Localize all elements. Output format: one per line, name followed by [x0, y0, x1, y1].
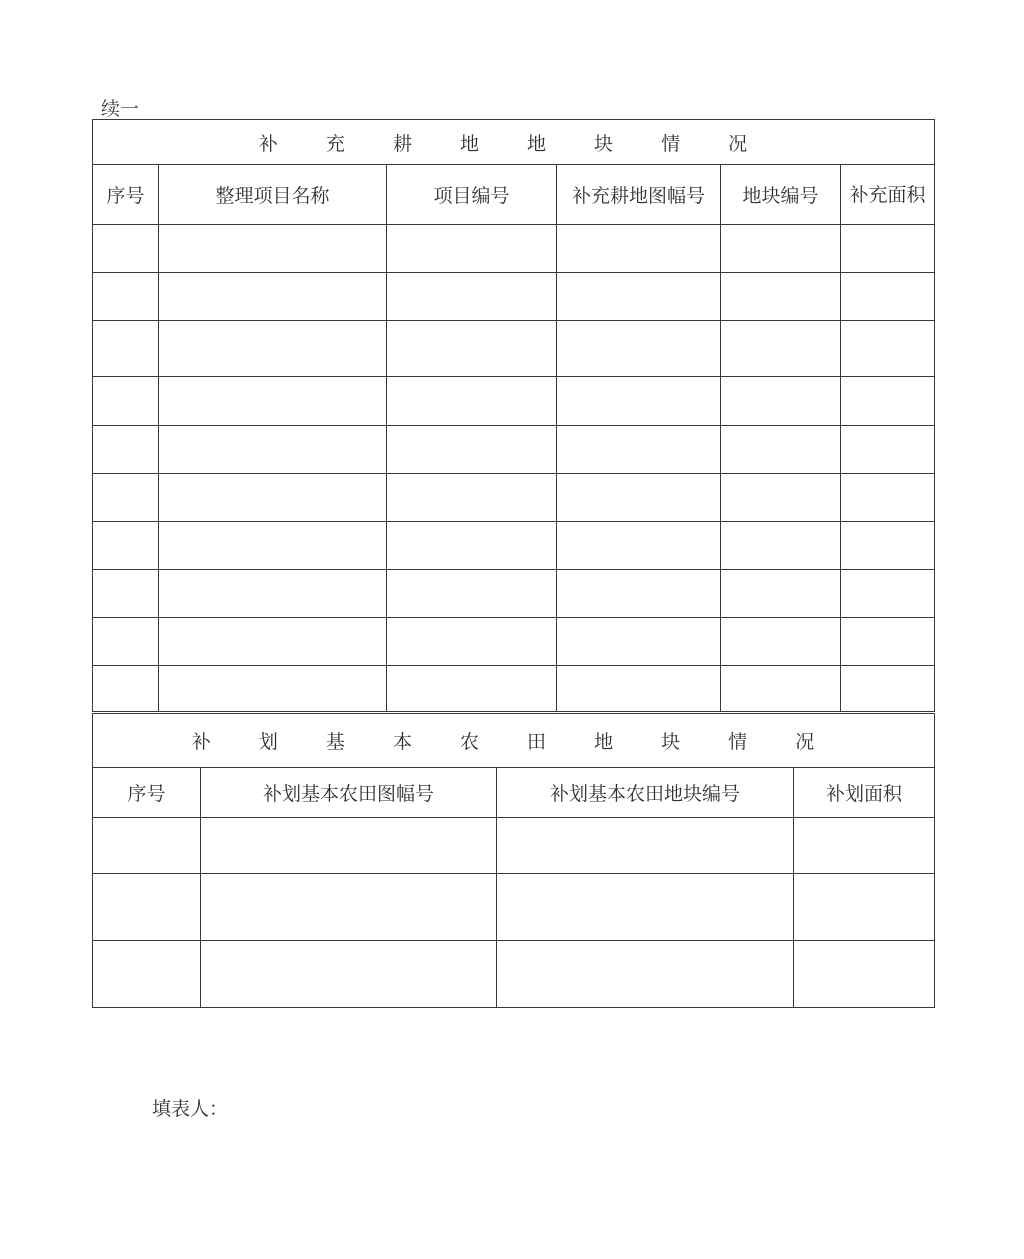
table-cell — [93, 321, 159, 377]
table-cell — [721, 225, 841, 273]
table-cell — [159, 273, 387, 321]
table-cell — [201, 818, 497, 874]
table-cell — [557, 377, 721, 426]
table-cell — [201, 874, 497, 941]
table-cell — [497, 941, 794, 1008]
continued-label: 续一 — [101, 98, 140, 120]
farmland-row — [93, 941, 935, 1008]
table-cell — [794, 818, 935, 874]
farmland-header-map-sheet: 补划基本农田图幅号 — [201, 768, 497, 818]
basic-farmland-table — [92, 713, 935, 1008]
table-cell — [93, 941, 201, 1008]
table-cell — [841, 570, 935, 618]
table-cell — [497, 818, 794, 874]
table-cell — [159, 666, 387, 712]
table-cell — [159, 618, 387, 666]
table-cell — [557, 666, 721, 712]
table-cell — [93, 874, 201, 941]
farmland-header-area: 补划面积 — [794, 768, 935, 818]
table-cell — [557, 273, 721, 321]
table-cell — [721, 618, 841, 666]
cultivated-row — [93, 377, 935, 426]
table-cell — [721, 273, 841, 321]
table-cell — [721, 377, 841, 426]
table-cell — [387, 321, 557, 377]
table-cell — [387, 377, 557, 426]
table-cell — [93, 818, 201, 874]
header-plot-no: 地块编号 — [721, 165, 841, 225]
basic-farmland-section-title: 补 划 基 本 农 田 地 块 情 况 — [93, 714, 935, 768]
table-cell — [841, 377, 935, 426]
farmland-header-seq: 序号 — [93, 768, 201, 818]
farmland-row — [93, 818, 935, 874]
table-cell — [201, 941, 497, 1008]
table-cell — [721, 666, 841, 712]
table-cell — [794, 941, 935, 1008]
table-cell — [93, 273, 159, 321]
table-cell — [387, 522, 557, 570]
table-cell — [841, 618, 935, 666]
table-cell — [841, 474, 935, 522]
table-cell — [721, 426, 841, 474]
cultivated-land-table — [92, 119, 935, 712]
table-cell — [159, 225, 387, 273]
table-cell — [93, 570, 159, 618]
table-cell — [93, 666, 159, 712]
cultivated-row — [93, 474, 935, 522]
table-cell — [93, 426, 159, 474]
farmland-header-plot-no: 补划基本农田地块编号 — [497, 768, 794, 818]
table-cell — [557, 522, 721, 570]
table-cell — [841, 321, 935, 377]
table-cell — [387, 273, 557, 321]
table-cell — [159, 474, 387, 522]
table-cell — [159, 426, 387, 474]
cultivated-row — [93, 570, 935, 618]
cultivated-row — [93, 522, 935, 570]
table-cell — [794, 874, 935, 941]
header-seq: 序号 — [93, 165, 159, 225]
table-cell — [841, 273, 935, 321]
cultivated-row — [93, 618, 935, 666]
table-cell — [557, 570, 721, 618]
header-project-name: 整理项目名称 — [159, 165, 387, 225]
table-cell — [841, 426, 935, 474]
filler-label: 填表人： — [152, 1098, 229, 1120]
cultivated-row — [93, 273, 935, 321]
table-cell — [841, 522, 935, 570]
table-cell — [721, 474, 841, 522]
table-cell — [497, 874, 794, 941]
cultivated-land-section-title: 补 充 耕 地 地 块 情 况 — [93, 120, 935, 165]
table-cell — [557, 426, 721, 474]
farmland-row — [93, 874, 935, 941]
cultivated-row — [93, 426, 935, 474]
table-cell — [93, 618, 159, 666]
table-cell — [93, 522, 159, 570]
table-cell — [387, 225, 557, 273]
table-cell — [721, 522, 841, 570]
table-cell — [159, 321, 387, 377]
cultivated-row — [93, 321, 935, 377]
table-cell — [93, 225, 159, 273]
table-cell — [387, 474, 557, 522]
table-cell — [721, 570, 841, 618]
header-added-area: 补充面积 — [841, 165, 935, 225]
cultivated-row — [93, 225, 935, 273]
table-cell — [159, 570, 387, 618]
table-cell — [387, 666, 557, 712]
table-cell — [387, 426, 557, 474]
table-cell — [557, 618, 721, 666]
table-cell — [387, 618, 557, 666]
table-cell — [557, 474, 721, 522]
table-cell — [557, 321, 721, 377]
table-cell — [159, 377, 387, 426]
table-cell — [93, 377, 159, 426]
table-cell — [721, 321, 841, 377]
table-cell — [557, 225, 721, 273]
header-project-no: 项目编号 — [387, 165, 557, 225]
table-cell — [159, 522, 387, 570]
table-cell — [841, 666, 935, 712]
header-map-sheet: 补充耕地图幅号 — [557, 165, 721, 225]
cultivated-row — [93, 666, 935, 712]
table-cell — [387, 570, 557, 618]
table-cell — [841, 225, 935, 273]
table-cell — [93, 474, 159, 522]
